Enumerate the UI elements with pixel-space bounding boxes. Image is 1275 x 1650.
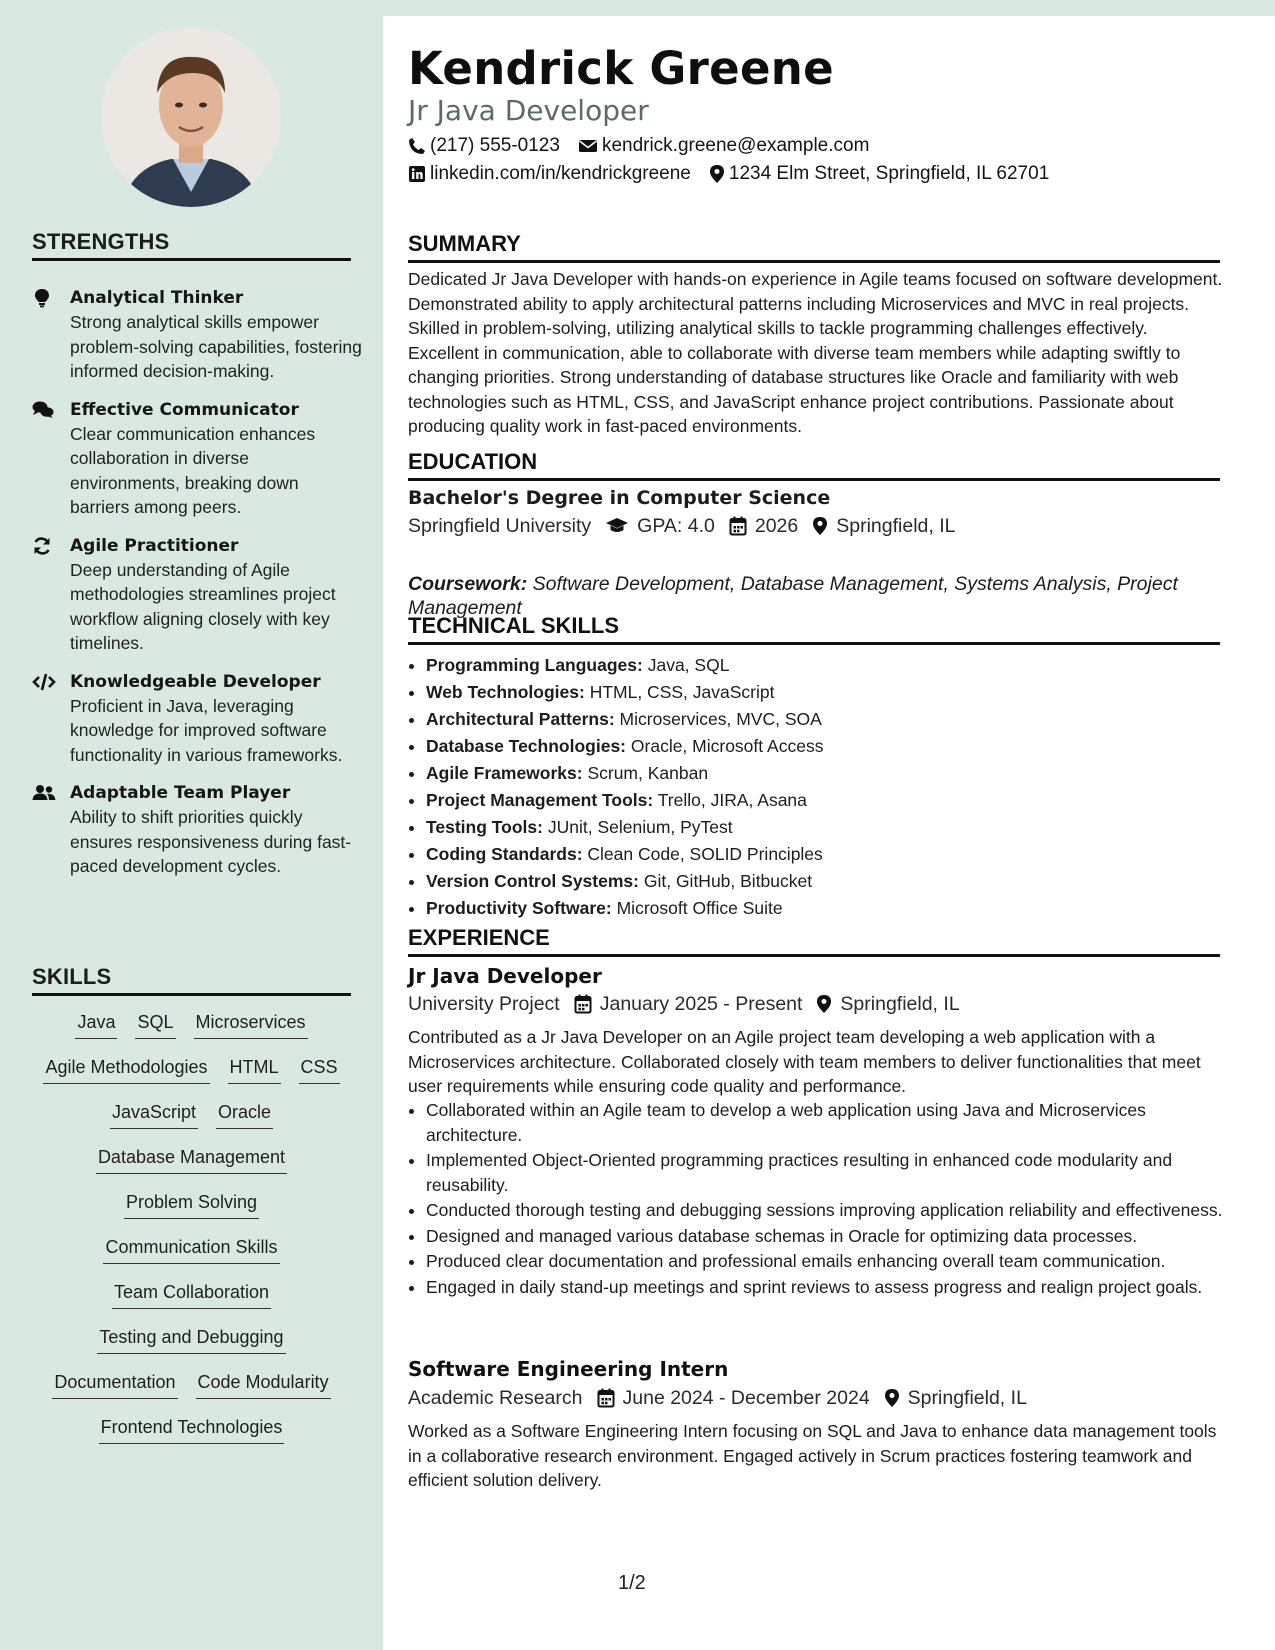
skill-tag: Communication Skills <box>103 1235 279 1264</box>
tech-skill-value: JUnit, Selenium, PyTest <box>547 817 733 837</box>
top-band <box>0 0 1275 16</box>
list-item <box>426 814 1241 841</box>
list-item <box>426 679 1241 706</box>
job-location: Springfield, IL <box>907 1387 1027 1409</box>
skill-tag: Frontend Technologies <box>99 1415 285 1444</box>
skill-tag: CSS <box>299 1055 340 1084</box>
job-dates: January 2025 - Present <box>599 993 803 1015</box>
list-item <box>426 841 1241 868</box>
list-item <box>426 787 1241 814</box>
strength-description: Strong analytical skills empower problem-solving capabilities, fostering informed decision-making. <box>70 312 362 381</box>
strength-item <box>32 398 362 520</box>
tech-skill-label: Architectural Patterns: <box>426 709 615 729</box>
strengths-list <box>32 286 362 893</box>
skill-tag: Agile Methodologies <box>43 1055 209 1084</box>
list-item <box>426 895 1241 922</box>
sidebar <box>0 0 383 1650</box>
skill-tag: Code Modularity <box>196 1370 331 1399</box>
tech-skill-label: Version Control Systems: <box>426 871 639 891</box>
linkedin-icon <box>408 165 426 183</box>
coursework-label: Coursework: <box>408 573 528 595</box>
strength-description: Clear communication enhances collaboration in diverse environments, breaking down barriers among peers. <box>70 423 316 517</box>
job-org: University Project <box>408 993 560 1015</box>
page-indicator: 1/2 <box>618 1572 646 1594</box>
job-description: Worked as a Software Engineering Intern focusing on SQL and Java to enhance data management tools in a collaborative research environment. Engaged actively in Scrum practices fostering teamwork and efficient solution delivery. <box>408 1421 1217 1490</box>
tech-skill-value: Git, GitHub, Bitbucket <box>643 871 813 891</box>
map-pin-icon <box>816 994 832 1014</box>
gpa: GPA: 4.0 <box>637 515 715 537</box>
list-item: • Engaged in daily stand-up meetings and sprint reviews to assess progress and realign project goals. <box>426 1275 1241 1300</box>
address: 1234 Elm Street, Springfield, IL 62701 <box>728 163 1050 184</box>
strength-title: Analytical Thinker <box>70 288 244 308</box>
technical-skills-list <box>408 652 1241 922</box>
map-pin-icon <box>884 1388 900 1408</box>
technical-skills-heading: TECHNICAL SKILLS <box>408 614 1220 645</box>
job-title: Jr Java Developer <box>408 964 602 988</box>
strength-item <box>32 534 362 656</box>
map-pin-icon <box>709 164 725 184</box>
list-item <box>426 706 1241 733</box>
comments-icon <box>32 400 54 420</box>
tech-skill-label: Web Technologies: <box>426 682 585 702</box>
list-item: • Collaborated within an Agile team to develop a web application using Java and Microservices architecture. <box>426 1098 1241 1147</box>
list-item <box>426 733 1241 760</box>
main-content <box>383 16 1275 1650</box>
tech-skill-value: Java, SQL <box>647 655 730 675</box>
map-pin-icon <box>812 516 828 536</box>
calendar-icon <box>574 994 592 1014</box>
skill-tag: HTML <box>228 1055 281 1084</box>
strength-description: Ability to shift priorities quickly ensures responsiveness during fast-paced development cycles. <box>70 807 352 876</box>
tech-skill-value: Scrum, Kanban <box>587 763 709 783</box>
education-meta <box>408 513 969 539</box>
job-title: Software Engineering Intern <box>408 1357 729 1381</box>
job-title-header: Jr Java Developer <box>408 94 649 127</box>
list-item <box>426 868 1241 895</box>
skill-tag: Microservices <box>194 1010 308 1039</box>
list-item <box>426 760 1241 787</box>
graduation-year: 2026 <box>754 515 799 537</box>
strength-title: Agile Practitioner <box>70 535 239 556</box>
strength-item <box>32 781 362 879</box>
job-location: Springfield, IL <box>840 993 960 1015</box>
linkedin-link[interactable]: linkedin.com/in/kendrickgreene <box>430 163 691 184</box>
list-item: • Designed and managed various database schemas in Oracle for optimizing data processes. <box>426 1224 1241 1249</box>
strength-title: Effective Communicator <box>70 399 299 420</box>
skill-tag: Documentation <box>52 1370 177 1399</box>
graduation-cap-icon <box>605 517 629 535</box>
degree-name: Bachelor's Degree in Computer Science <box>408 487 831 509</box>
experience-heading: EXPERIENCE <box>408 926 1220 957</box>
tech-skill-label: Productivity Software: <box>426 898 612 918</box>
strength-description: Proficient in Java, leveraging knowledge for improved software functionality in various frameworks. <box>70 695 343 765</box>
tech-skill-label: Testing Tools: <box>426 817 543 837</box>
tech-skill-label: Coding Standards: <box>426 844 583 864</box>
education-heading: EDUCATION <box>408 450 1220 481</box>
skill-tag: Oracle <box>216 1100 273 1129</box>
tech-skill-value: Trello, JIRA, Asana <box>657 790 807 810</box>
strength-description: Deep understanding of Agile methodologies streamlines project workflow aligning closely with key timelines. <box>70 559 336 653</box>
tech-skill-value: Microservices, MVC, SOA <box>619 709 822 729</box>
school-name: Springfield University <box>408 515 592 537</box>
phone-number: (217) 555-0123 <box>430 135 560 156</box>
code-icon <box>32 672 54 692</box>
job-dates: June 2024 - December 2024 <box>622 1387 870 1409</box>
contact-row <box>408 162 1067 186</box>
users-icon <box>32 783 54 803</box>
skill-tag: Team Collaboration <box>112 1280 271 1309</box>
strength-title: Knowledgeable Developer <box>70 671 321 692</box>
calendar-icon <box>597 1388 615 1408</box>
coursework-text: Software Development, Database Management, Systems Analysis, Project Management <box>408 573 1178 619</box>
list-item: • Implemented Object-Oriented programming practices resulting in enhanced code modularity and reusability. <box>426 1148 1241 1197</box>
job-bullets <box>408 1098 1241 1299</box>
contact-row <box>408 134 887 158</box>
summary-heading: SUMMARY <box>408 232 1220 263</box>
candidate-name: Kendrick Greene <box>408 42 834 95</box>
sync-icon <box>32 536 54 556</box>
tech-skill-label: Programming Languages: <box>426 655 643 675</box>
job-meta <box>408 1385 1041 1411</box>
tech-skill-label: Agile Frameworks: <box>426 763 583 783</box>
skill-tag: JavaScript <box>110 1100 198 1129</box>
envelope-icon <box>578 138 598 154</box>
strength-title: Adaptable Team Player <box>70 783 291 803</box>
strength-item <box>32 286 362 384</box>
skills-heading: SKILLS <box>32 965 351 996</box>
skill-tag: Testing and Debugging <box>97 1325 285 1354</box>
list-item <box>426 652 1241 679</box>
email-link[interactable]: kendrick.greene@example.com <box>601 135 870 156</box>
job-meta <box>408 991 974 1017</box>
tech-skill-value: Clean Code, SOLID Principles <box>587 844 823 864</box>
skill-tag: Java <box>75 1010 117 1039</box>
skill-tag: Problem Solving <box>124 1190 259 1219</box>
tech-skill-value: Oracle, Microsoft Access <box>630 736 824 756</box>
tech-skill-label: Project Management Tools: <box>426 790 654 810</box>
job-org: Academic Research <box>408 1387 583 1409</box>
skill-tag: SQL <box>135 1010 175 1039</box>
list-item: • Produced clear documentation and professional emails enhancing overall team communication. <box>426 1249 1241 1274</box>
calendar-icon <box>729 516 747 536</box>
phone-icon <box>408 137 426 155</box>
skills-list <box>32 1010 351 1460</box>
lightbulb-icon <box>32 288 54 308</box>
education-location: Springfield, IL <box>836 515 956 537</box>
strength-item <box>32 670 362 768</box>
summary-text: Dedicated Jr Java Developer with hands-on experience in Agile teams focused on software development. Demonstrated ability to apply architectural patterns including Microservices and MVC in real projects. Skilled in problem-solving, utilizing analytical skills to tackle programming challenges effectively. Excellent in communication, able to collaborate with diverse team members while adapting swiftly to changing priorities. Strong understanding of database structures like Oracle and familiarity with web technologies such as HTML, CSS, and JavaScript enhance project contributions. Passionate about producing quality work in fast-paced environments. <box>408 269 1223 436</box>
strengths-heading: STRENGTHS <box>32 230 351 261</box>
list-item: • Conducted thorough testing and debugging sessions improving application reliability and effectiveness. <box>426 1198 1241 1223</box>
tech-skill-label: Database Technologies: <box>426 736 627 756</box>
tech-skill-value: HTML, CSS, JavaScript <box>589 682 775 702</box>
tech-skill-value: Microsoft Office Suite <box>616 898 783 918</box>
job-description: Contributed as a Jr Java Developer on an Agile project team developing a web application with a Microservices architecture. Collaborated closely with team members to deliver functionalities that meet user requirements while ensuring code quality and performance. <box>408 1027 1201 1096</box>
skill-tag: Database Management <box>96 1145 287 1174</box>
avatar <box>101 27 281 207</box>
